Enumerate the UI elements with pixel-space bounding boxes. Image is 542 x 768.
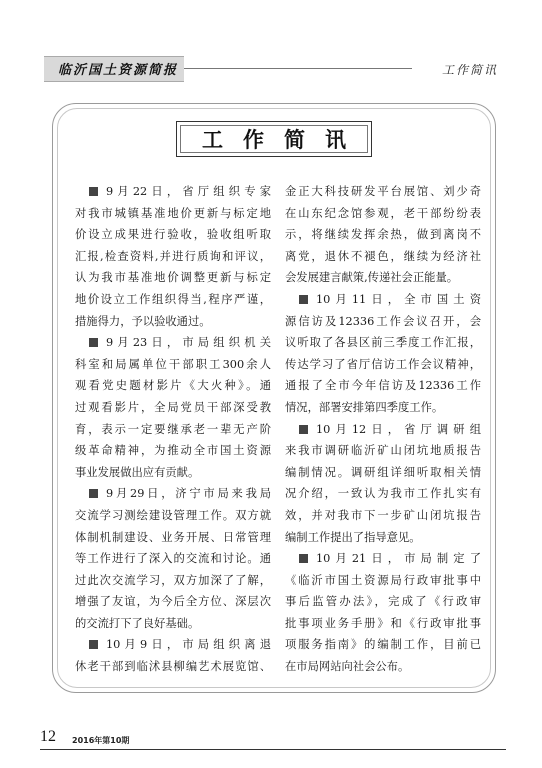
header-rule xyxy=(184,68,412,69)
text-line xyxy=(75,332,271,354)
paragraph xyxy=(285,548,481,678)
text-line xyxy=(75,570,271,592)
text-line xyxy=(285,462,481,484)
text-line xyxy=(75,246,271,268)
text-line xyxy=(285,656,481,678)
text-line xyxy=(75,419,271,441)
bullet-square-icon xyxy=(89,338,98,347)
text-line xyxy=(75,289,271,311)
line-text: 价设立成果进行验收，验收组听取 xyxy=(75,228,271,242)
paragraph xyxy=(285,419,481,549)
text-line xyxy=(75,591,271,613)
bullet-square-icon xyxy=(89,640,98,649)
line-text: 过观看影片，全局党员干部深受教 xyxy=(75,400,271,414)
line-text: 10月21日，市局制定了 xyxy=(316,552,481,566)
text-line xyxy=(285,246,481,268)
line-text: 金正大科技研发平台展馆、刘少奇 xyxy=(285,185,481,198)
text-line xyxy=(75,613,271,635)
line-text: 9月22日，省厅组织专家 xyxy=(106,185,271,198)
line-text: 育，表示一定要继承老一辈无产阶 xyxy=(75,422,271,436)
line-text: 编制情况。调研组详细听取相关情 xyxy=(285,465,481,479)
line-text: 议听取了各县区前三季度工作汇报， xyxy=(285,336,481,350)
text-line xyxy=(75,634,271,656)
line-text: 效，并对我市下一步矿山闭坑报告 xyxy=(285,508,481,522)
line-text: 9月23日，市局组织机关 xyxy=(106,336,271,350)
line-text: 项服务指南》的编制工作，目前已 xyxy=(285,638,481,652)
line-text: 措施得力，予以验收通过。 xyxy=(75,314,211,328)
bullet-square-icon xyxy=(299,554,308,563)
line-text: 《临沂市国土资源局行政审批事中 xyxy=(285,573,481,587)
line-text: 交流学习测绘建设管理工作。双方就 xyxy=(75,508,271,522)
text-line xyxy=(75,311,271,333)
text-line xyxy=(285,527,481,549)
text-line xyxy=(75,224,271,246)
text-line xyxy=(285,267,481,289)
line-text: 传达学习了省厅信访工作会议精神， xyxy=(285,357,481,371)
text-line xyxy=(285,591,481,613)
bullet-square-icon xyxy=(299,295,308,304)
text-line xyxy=(285,289,481,311)
line-text: 况介绍，一致认为我市工作扎实有 xyxy=(285,487,481,501)
line-text: 增强了友谊，为今后全方位、深层次 xyxy=(75,595,271,609)
line-text: 通报了全市今年信访及12336工作 xyxy=(285,379,481,393)
line-text: 的交流打下了良好基础。 xyxy=(75,616,200,630)
text-line xyxy=(285,203,481,225)
paragraph xyxy=(285,181,481,289)
line-text: 等工作进行了深入的交流和讨论。通 xyxy=(75,552,271,566)
paragraph xyxy=(75,483,271,634)
running-header xyxy=(0,56,542,86)
paragraph xyxy=(75,181,271,332)
line-text: 观看党史题材影片《大火种》。通 xyxy=(75,379,271,393)
line-text: 级革命精神，为推动全市国土资源 xyxy=(75,444,271,458)
left-column xyxy=(75,181,271,678)
line-text: 会发展建言献策,传递社会正能量。 xyxy=(285,271,459,285)
text-line xyxy=(75,527,271,549)
line-text: 10月11日，全市国土资 xyxy=(316,292,481,306)
line-text: 在市局网站向社会公布。 xyxy=(285,660,410,674)
text-line xyxy=(75,656,271,678)
bullet-square-icon xyxy=(299,425,308,434)
text-line xyxy=(285,375,481,397)
paragraph xyxy=(75,332,271,483)
line-text: 对我市城镇基准地价更新与标定地 xyxy=(75,206,271,220)
text-line xyxy=(75,505,271,527)
line-text: 休老干部到临沭县柳编艺术展览馆、 xyxy=(75,660,271,674)
line-text: 科室和局属单位干部职工300余人 xyxy=(75,357,271,371)
line-text: 过此次交流学习，双方加深了了解， xyxy=(75,573,271,587)
text-line xyxy=(285,634,481,656)
text-line xyxy=(75,548,271,570)
line-text: 事后监管办法》，完成了《行政审 xyxy=(285,595,481,609)
line-text: 编制工作提出了指导意见。 xyxy=(285,530,421,544)
paragraph xyxy=(285,289,481,419)
text-line xyxy=(285,505,481,527)
line-text: 在山东纪念馆参观，老干部纷纷表 xyxy=(285,206,481,220)
issue-label: 2016年第10期 xyxy=(72,736,130,745)
text-line xyxy=(75,354,271,376)
journal-title: 临沂国土资源简报 xyxy=(58,63,179,78)
text-line xyxy=(285,224,481,246)
text-line xyxy=(75,483,271,505)
text-line xyxy=(285,181,481,203)
text-line xyxy=(75,397,271,419)
text-line xyxy=(285,332,481,354)
footer-rule xyxy=(40,749,506,750)
text-line xyxy=(75,267,271,289)
text-line xyxy=(75,440,271,462)
bullet-square-icon xyxy=(89,489,98,498)
text-line xyxy=(285,483,481,505)
line-text: 事业发展做出应有贡献。 xyxy=(75,465,200,479)
page-number: 12 xyxy=(40,728,56,745)
text-line xyxy=(285,397,481,419)
text-line xyxy=(75,203,271,225)
line-text: 体制机制建设、业务开展、日常管理 xyxy=(75,530,271,544)
text-line xyxy=(75,375,271,397)
text-line xyxy=(285,311,481,333)
line-text: 情况，部署安排第四季度工作。 xyxy=(285,400,444,414)
line-text: 10月12日，省厅调研组 xyxy=(316,422,481,436)
section-title: 工作简讯 xyxy=(441,63,498,77)
line-text: 10月9日，市局组织离退 xyxy=(106,638,271,652)
text-line xyxy=(285,440,481,462)
line-text: 汇报,检查资料,并进行质询和评议， xyxy=(75,249,271,263)
text-line xyxy=(75,462,271,484)
article-title: 工作简讯 xyxy=(202,128,366,152)
line-text: 源信访及12336工作会议召开，会 xyxy=(285,314,481,328)
right-column xyxy=(285,181,481,678)
paragraph xyxy=(75,634,271,677)
line-text: 来我市调研临沂矿山闭坑地质报告 xyxy=(285,444,481,458)
text-line xyxy=(75,181,271,203)
line-text: 批事项业务手册》和《行政审批事 xyxy=(285,616,481,630)
line-text: 9月29日，济宁市局来我局 xyxy=(106,487,271,501)
text-line xyxy=(285,570,481,592)
text-line xyxy=(285,419,481,441)
line-text: 示，将继续发挥余热，做到离岗不 xyxy=(285,228,481,242)
text-line xyxy=(285,613,481,635)
line-text: 认为我市基准地价调整更新与标定 xyxy=(75,271,271,285)
bullet-square-icon xyxy=(89,187,98,196)
line-text: 地价设立工作组织得当,程序严谨， xyxy=(75,292,271,306)
line-text: 离党，退休不褪色，继续为经济社 xyxy=(285,249,481,263)
text-line xyxy=(285,354,481,376)
text-line xyxy=(285,548,481,570)
